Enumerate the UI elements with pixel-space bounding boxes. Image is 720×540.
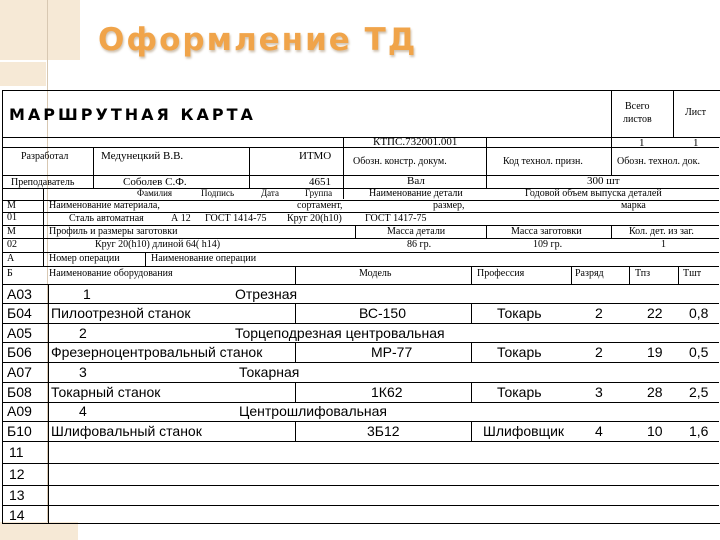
op-b-code: Б06	[7, 344, 32, 360]
m01-num: 01	[7, 212, 17, 223]
op-tpz: 22	[647, 305, 663, 321]
empty-row-number: 11	[9, 444, 24, 460]
op-model: МР-77	[371, 344, 413, 360]
m02-count-value: 1	[661, 239, 666, 250]
part-name-label: Наименование детали	[369, 188, 463, 199]
m02-mass-label: Масса детали	[387, 226, 446, 237]
op-number: 3	[79, 364, 87, 380]
sheet-label: Лист	[685, 107, 706, 118]
op-a-code: А09	[7, 403, 32, 419]
m01-value-1: Сталь автоматная	[69, 213, 144, 224]
op-profession: Шлифовщик	[483, 423, 565, 439]
total-sheets-label-2: листов	[623, 114, 652, 125]
empty-row-number: 13	[9, 487, 25, 503]
teacher-label: Преподаватель	[11, 177, 75, 188]
b-code: Б	[7, 268, 13, 279]
a-label-op-name: Наименование операции	[151, 253, 257, 264]
group-label: Группа	[305, 188, 333, 198]
op-a-code: А07	[7, 364, 32, 380]
surname-label: Фамилия	[137, 188, 173, 198]
op-tsht: 0,5	[689, 344, 709, 360]
op-number: 2	[79, 325, 87, 341]
b-label-equipment: Наименование оборудования	[49, 268, 173, 279]
annual-volume-label: Годовой объем выпуска деталей	[525, 188, 662, 199]
m01-value-3: ГОСТ 1414-75	[205, 213, 267, 224]
empty-row-number: 14	[9, 507, 25, 523]
signature-label: Подпись	[201, 188, 235, 198]
tech-doc-label: Обозн. технол. док.	[617, 156, 700, 167]
op-tsht: 2,5	[689, 384, 709, 400]
op-grade: 2	[595, 344, 603, 360]
op-a-code: А03	[7, 286, 32, 302]
developer-name: Медунецкий В.В.	[101, 150, 184, 162]
op-b-code: Б10	[7, 423, 32, 439]
op-model: ВС-150	[359, 305, 407, 321]
m01-label: Наименование материала,	[49, 200, 160, 211]
col-model: Модель	[359, 268, 392, 279]
op-number: 1	[83, 286, 91, 302]
op-profession: Токарь	[497, 384, 542, 400]
teacher-name: Соболев С.Ф.	[123, 176, 187, 188]
m01-label-4: марка	[621, 200, 646, 211]
total-sheets-value: 1	[639, 137, 645, 149]
m02-label: Профиль и размеры заготовки	[49, 226, 178, 237]
group-code: 4651	[309, 176, 331, 188]
op-a-code: А05	[7, 325, 32, 341]
date-label: Дата	[261, 188, 279, 198]
m02-code: М	[7, 226, 16, 237]
op-tpz: 28	[647, 384, 663, 400]
m02-blank-mass-label: Масса заготовки	[511, 226, 582, 237]
annual-volume-value: 300 шт	[587, 175, 620, 187]
m01-value-4: Круг 20(h10)	[287, 213, 342, 224]
col-tsht: Тшт	[683, 268, 702, 279]
op-grade: 2	[595, 305, 603, 321]
route-card-sheet	[2, 90, 720, 524]
m01-code: М	[7, 200, 16, 211]
op-name: Токарная	[239, 364, 300, 380]
developer-label: Разработал	[21, 151, 69, 162]
m01-label-3: размер,	[433, 200, 465, 211]
op-b-code: Б04	[7, 305, 32, 321]
op-machine: Шлифовальный станок	[51, 423, 202, 439]
op-name: Центрошлифовальная	[239, 403, 388, 419]
decor-block-bottom	[0, 522, 78, 540]
col-grade: Разряд	[575, 268, 604, 279]
empty-row-number: 12	[9, 466, 25, 482]
op-name: Отрезная	[235, 286, 298, 302]
route-card-title: МАРШРУТНАЯ КАРТА	[9, 105, 256, 124]
op-tpz: 19	[647, 344, 663, 360]
op-model: 3Б12	[367, 423, 400, 439]
op-name: Торцеподрезная центровальная	[235, 325, 445, 341]
part-name-value: Вал	[407, 175, 425, 187]
m02-blank-mass-value: 109 гр.	[533, 239, 563, 250]
op-tsht: 0,8	[689, 305, 709, 321]
tech-code-label: Код технол. призн.	[503, 156, 583, 167]
op-tpz: 10	[647, 423, 663, 439]
sheet-value: 1	[693, 137, 699, 149]
decor-block-left	[0, 62, 46, 86]
col-profession: Профессия	[477, 268, 525, 279]
m01-label-2: сортамент,	[297, 200, 343, 211]
col-tpz: Тпз	[635, 268, 651, 279]
m02-count-label: Кол. дет. из заг.	[629, 226, 694, 237]
design-doc-label: Обозн. констр. докум.	[353, 156, 447, 167]
op-profession: Токарь	[497, 305, 542, 321]
op-b-code: Б08	[7, 384, 32, 400]
op-machine: Пилоотрезной станок	[51, 305, 191, 321]
op-profession: Токарь	[497, 344, 542, 360]
a-label-op-number: Номер операции	[49, 253, 120, 264]
a-code: А	[7, 253, 15, 264]
op-machine: Фрезерноцентровальный станок	[51, 344, 263, 360]
op-number: 4	[79, 403, 87, 419]
total-sheets-label-1: Всего	[625, 101, 650, 112]
m01-value-2: А 12	[171, 213, 191, 224]
m02-value: Круг 20(h10) длиной 64( h14)	[95, 239, 221, 250]
op-model: 1К62	[371, 384, 403, 400]
organization: ИТМО	[299, 150, 332, 162]
op-grade: 3	[595, 384, 603, 400]
doc-code: КТПС.732001.001	[373, 136, 458, 148]
slide-title: Оформление ТД	[98, 22, 418, 58]
m01-value-5: ГОСТ 1417-75	[365, 213, 427, 224]
decor-block-top	[0, 0, 80, 60]
m02-num: 02	[7, 239, 17, 250]
op-machine: Токарный станок	[51, 384, 161, 400]
op-grade: 4	[595, 423, 603, 439]
m02-mass-value: 86 гр.	[407, 239, 432, 250]
op-tsht: 1,6	[689, 423, 709, 439]
